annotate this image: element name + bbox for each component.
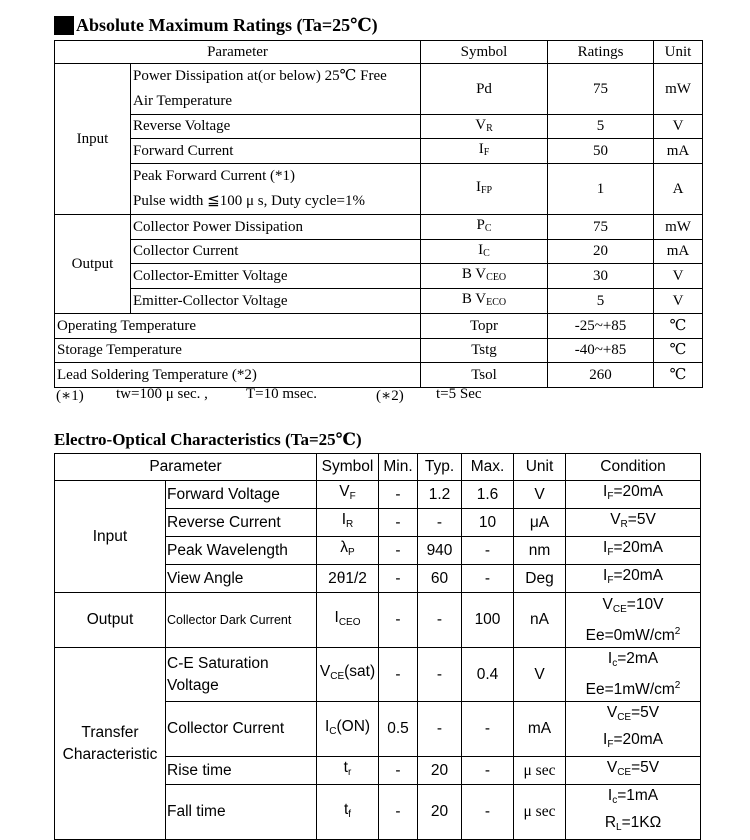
table-row (55, 240, 703, 264)
min-cell: - (379, 785, 418, 840)
unit-cell: ℃ (654, 339, 703, 363)
unit-cell: ℃ (654, 314, 703, 339)
unit-cell: mW (654, 64, 703, 115)
condition-line1: $V_{CE}=10V$ (602, 595, 664, 615)
typ-cell: 20 (418, 785, 462, 840)
electro-optical-table (54, 453, 701, 840)
table-row (55, 264, 703, 289)
table-row (55, 115, 703, 139)
group-output: Output (55, 215, 131, 314)
param-cell (166, 648, 317, 702)
condition-cell: $I_F=20mA$ (566, 537, 701, 565)
symbol-cell: $I_C(ON)$ (317, 702, 379, 757)
condition-line2: $Ee=1mW/cm^2$ (585, 680, 681, 698)
absolute-max-ratings-title-text: Absolute Maximum Ratings (Ta=25℃) (76, 14, 378, 35)
unit-cell: mA (654, 139, 703, 164)
condition-cell: $I_F=20mA$ (566, 481, 701, 509)
condition-cell: $V_{CE}=5V$ (566, 757, 701, 785)
param-cell: Collector-Emitter Voltage (131, 264, 421, 289)
header-unit: Unit (654, 41, 703, 64)
header-unit: Unit (514, 454, 566, 481)
footnote-1-text2: T=10 msec. (246, 386, 317, 402)
symbol-cell: B $V_{CEO}$ (421, 264, 548, 289)
symbol-cell: $I_C$ (421, 240, 548, 264)
unit-cell: V (654, 264, 703, 289)
symbol-cell: $V_{CE}(sat)$ (317, 648, 379, 702)
param-cell: Collector Current (166, 702, 317, 757)
table-row (55, 289, 703, 314)
rating-cell: 5 (548, 115, 654, 139)
min-cell: - (379, 565, 418, 593)
condition-cell: $I_F=20mA$ (566, 565, 701, 593)
max-cell: 100 (462, 593, 514, 648)
unit-cell: mW (654, 215, 703, 240)
unit-cell: ℃ (654, 363, 703, 388)
symbol-cell: Tsol (421, 363, 548, 388)
param-cell: Collector Current (131, 240, 421, 264)
footnote-2-mark: (∗2) (376, 388, 404, 404)
header-parameter: Parameter (55, 41, 421, 64)
unit-cell: nm (514, 537, 566, 565)
group-input: Input (55, 64, 131, 215)
table-row (55, 481, 701, 509)
rating-cell: 20 (548, 240, 654, 264)
electro-optical-title-text: Electro-Optical Characteristics (Ta=25℃) (54, 430, 362, 449)
symbol-cell: $I_F$ (421, 139, 548, 164)
typ-cell: 20 (418, 757, 462, 785)
param-cell: Emitter-Collector Voltage (131, 289, 421, 314)
typ-cell: 60 (418, 565, 462, 593)
rating-cell: -40~+85 (548, 339, 654, 363)
min-cell: - (379, 593, 418, 648)
param-cell: Collector Power Dissipation (131, 215, 421, 240)
param-cell: Operating Temperature (55, 314, 421, 339)
header-parameter: Parameter (55, 454, 317, 481)
unit-cell: μ sec (514, 757, 566, 785)
table-header-row (55, 454, 701, 481)
symbol-cell: B $V_{ECO}$ (421, 289, 548, 314)
condition-line2: $I_F=20mA$ (603, 731, 663, 750)
symbol-cell: $\lambda_P$ (317, 537, 379, 565)
condition-line1: $I_c=2mA$ (607, 650, 659, 669)
param-cell (131, 164, 421, 215)
unit-cell: V (514, 481, 566, 509)
param-cell: Peak Wavelength (166, 537, 317, 565)
min-cell: - (379, 509, 418, 537)
min-cell: - (379, 648, 418, 702)
min-cell: - (379, 757, 418, 785)
symbol-cell: $I_R$ (317, 509, 379, 537)
typ-cell: 1.2 (418, 481, 462, 509)
header-max: Max. (462, 454, 514, 481)
group-transfer (55, 648, 166, 840)
condition-line1: $V_{CE}=5V$ (606, 704, 660, 723)
rating-cell: 260 (548, 363, 654, 388)
table-row (55, 64, 703, 115)
title-marker-square (54, 16, 74, 35)
max-cell: - (462, 702, 514, 757)
typ-cell: 940 (418, 537, 462, 565)
param-cell: Rise time (166, 757, 317, 785)
param-line1: C-E Saturation (167, 654, 269, 672)
unit-cell: μ sec (514, 785, 566, 840)
absolute-max-ratings-table (54, 40, 703, 388)
rating-cell: 75 (548, 64, 654, 115)
param-cell: Forward Current (131, 139, 421, 164)
param-cell: Reverse Voltage (131, 115, 421, 139)
header-typ: Typ. (418, 454, 462, 481)
header-min: Min. (379, 454, 418, 481)
rating-cell: 5 (548, 289, 654, 314)
max-cell: - (462, 537, 514, 565)
unit-cell: mA (514, 702, 566, 757)
unit-cell: Deg (514, 565, 566, 593)
param-cell: Fall time (166, 785, 317, 840)
condition-cell: $V_R=5V$ (566, 509, 701, 537)
typ-cell: - (418, 648, 462, 702)
symbol-cell: $V_F$ (317, 481, 379, 509)
param-line1: Power Dissipation at(or below) 25℃ Free (133, 68, 387, 84)
unit-cell: V (654, 115, 703, 139)
group-input: Input (55, 481, 166, 593)
typ-cell: - (418, 593, 462, 648)
min-cell: - (379, 481, 418, 509)
condition-cell (566, 593, 701, 648)
max-cell: - (462, 785, 514, 840)
unit-cell: V (514, 648, 566, 702)
table-row (55, 164, 703, 215)
electro-optical-title (54, 428, 362, 452)
max-cell: 10 (462, 509, 514, 537)
symbol-cell: $I_{CEO}$ (317, 593, 379, 648)
max-cell: - (462, 757, 514, 785)
table-header-row (55, 41, 703, 64)
param-line1: Peak Forward Current (*1) (133, 168, 296, 184)
param-line2: Voltage (167, 676, 219, 694)
symbol-cell: Pd (421, 64, 548, 115)
absolute-max-ratings-title (54, 12, 378, 38)
group-transfer-line1: Transfer (81, 723, 139, 741)
param-cell: Storage Temperature (55, 339, 421, 363)
table-row (55, 314, 703, 339)
footnote-1-mark: (∗1) (56, 388, 84, 404)
header-symbol: Symbol (317, 454, 379, 481)
param-cell: Reverse Current (166, 509, 317, 537)
param-cell: View Angle (166, 565, 317, 593)
param-cell: Collector Dark Current (166, 593, 317, 648)
symbol-cell: $V_R$ (421, 115, 548, 139)
rating-cell: 50 (548, 139, 654, 164)
typ-cell: - (418, 702, 462, 757)
condition-line2: $R_L=1K\Omega$ (604, 814, 662, 833)
table-row (55, 363, 703, 388)
header-symbol: Symbol (421, 41, 548, 64)
unit-cell: V (654, 289, 703, 314)
unit-cell: μA (514, 509, 566, 537)
symbol-cell: Topr (421, 314, 548, 339)
table-row (55, 339, 703, 363)
unit-cell: A (654, 164, 703, 215)
condition-cell (566, 702, 701, 757)
max-cell: - (462, 565, 514, 593)
condition-line1: $I_c=1mA$ (607, 787, 659, 806)
param-line2: Pulse width ≦100 μ s, Duty cycle=1% (133, 193, 365, 209)
rating-cell: 75 (548, 215, 654, 240)
param-line2: Air Temperature (133, 93, 233, 109)
condition-line2: $Ee=0mW/cm^2$ (585, 625, 681, 644)
max-cell: 1.6 (462, 481, 514, 509)
rating-cell: -25~+85 (548, 314, 654, 339)
rating-cell: 1 (548, 164, 654, 215)
symbol-cell: $t_f$ (317, 785, 379, 840)
table-row (55, 648, 701, 702)
header-condition: Condition (566, 454, 701, 481)
condition-cell (566, 648, 701, 702)
param-cell (131, 64, 421, 115)
unit-cell: nA (514, 593, 566, 648)
param-cell: Forward Voltage (166, 481, 317, 509)
group-transfer-line2: Characteristic (62, 745, 158, 763)
min-cell: 0.5 (379, 702, 418, 757)
param-cell: Lead Soldering Temperature (*2) (55, 363, 421, 388)
footnote-1-text: tw=100 μ sec. , (116, 386, 208, 402)
header-ratings: Ratings (548, 41, 654, 64)
typ-cell: - (418, 509, 462, 537)
condition-cell (566, 785, 701, 840)
max-cell: 0.4 (462, 648, 514, 702)
unit-cell: mA (654, 240, 703, 264)
symbol-cell: 2θ1/2 (317, 565, 379, 593)
symbol-cell: $t_r$ (317, 757, 379, 785)
rating-cell: 30 (548, 264, 654, 289)
symbol-cell: $P_C$ (421, 215, 548, 240)
symbol-cell: Tstg (421, 339, 548, 363)
group-output: Output (55, 593, 166, 648)
footnotes (54, 386, 704, 404)
table-row (55, 139, 703, 164)
min-cell: - (379, 537, 418, 565)
table-row (55, 215, 703, 240)
footnote-2-text: t=5 Sec (436, 386, 482, 402)
table-row (55, 593, 701, 648)
symbol-cell: $I_{FP}$ (421, 164, 548, 215)
